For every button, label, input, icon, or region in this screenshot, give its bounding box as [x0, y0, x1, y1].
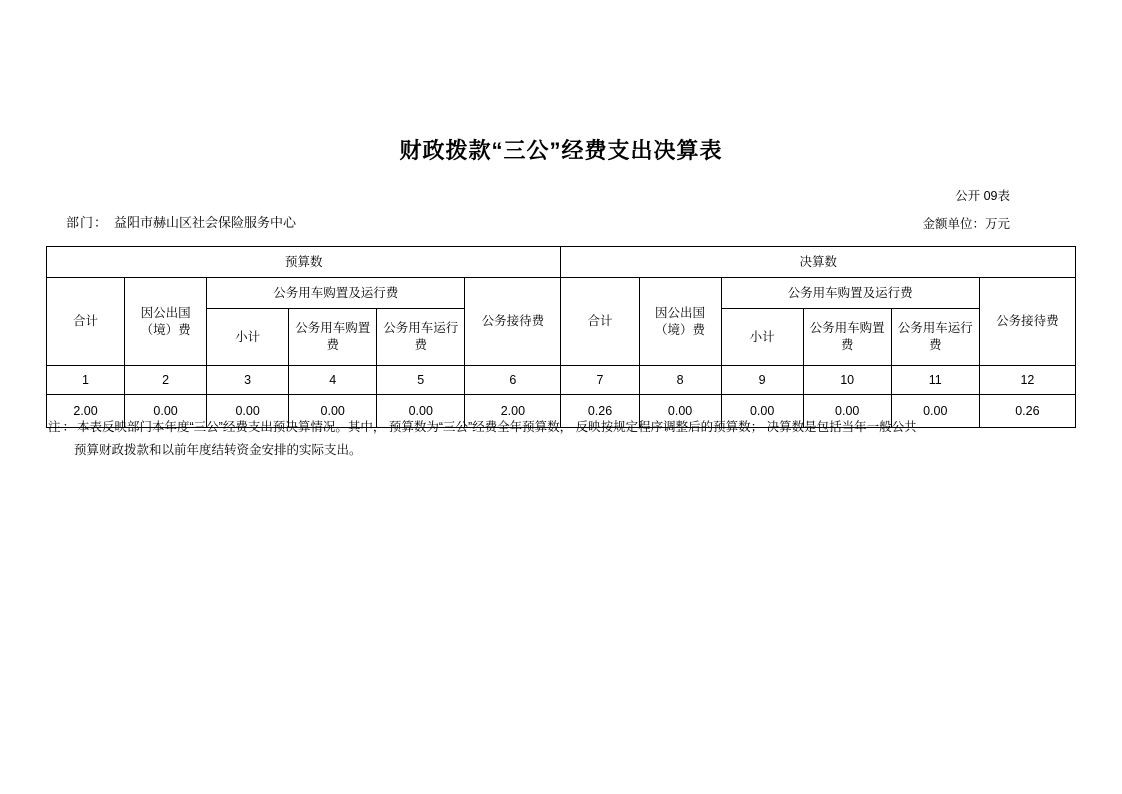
header-budget-reception: 公务接待费 — [465, 278, 561, 366]
column-number-4: 4 — [289, 366, 377, 395]
form-code: 公开 09表 — [955, 189, 1010, 203]
header-final-reception: 公务接待费 — [979, 278, 1075, 366]
table-row-group-header — [47, 247, 1076, 278]
column-number-10: 10 — [803, 366, 891, 395]
header-budget-vehicle-subtotal: 小计 — [207, 309, 289, 366]
header-budget-abroad: 因公出国（境）费 — [125, 278, 207, 366]
group-header-final: 决算数 — [561, 247, 1076, 278]
value-budget-reception: 2.00 — [465, 395, 561, 428]
column-number-6: 6 — [465, 366, 561, 395]
value-final-abroad: 0.00 — [639, 395, 721, 428]
group-header-budget: 预算数 — [47, 247, 561, 278]
department-value: 益阳市赫山区社会保险服务中心 — [114, 215, 297, 230]
header-budget-vehicle-group: 公务用车购置及运行费 — [207, 278, 465, 309]
note-line-1: 本表反映部门本年度“三公”经费支出预决算情况。其中， 预算数为“三公”经费全年预算数， 反映按规定程序调整后的预算数； 决算数是包括当年一般公共 — [77, 420, 917, 434]
column-number-12: 12 — [979, 366, 1075, 395]
value-budget-vehicle-purchase: 0.00 — [289, 395, 377, 428]
column-number-5: 5 — [377, 366, 465, 395]
department-line — [66, 212, 296, 231]
header-budget-vehicle-purchase: 公务用车购置费 — [289, 309, 377, 366]
value-final-vehicle-purchase: 0.00 — [803, 395, 891, 428]
header-final-vehicle-subtotal: 小计 — [721, 309, 803, 366]
column-number-1: 1 — [47, 366, 125, 395]
value-budget-abroad: 0.00 — [125, 395, 207, 428]
column-number-7: 7 — [561, 366, 639, 395]
value-final-total: 0.26 — [561, 395, 639, 428]
table-row-column-numbers — [47, 366, 1076, 395]
header-final-vehicle-group: 公务用车购置及运行费 — [721, 278, 979, 309]
note-label: 注： — [48, 420, 78, 434]
value-budget-total: 2.00 — [47, 395, 125, 428]
column-number-3: 3 — [207, 366, 289, 395]
value-final-vehicle-subtotal: 0.00 — [721, 395, 803, 428]
column-number-8: 8 — [639, 366, 721, 395]
table-row-subgroup-header — [47, 278, 1076, 309]
note-line-2: 预算财政拨款和以前年度结转资金安排的实际支出。 — [74, 443, 362, 458]
value-final-reception: 0.26 — [979, 395, 1075, 428]
column-number-2: 2 — [125, 366, 207, 395]
table-note — [48, 416, 1078, 462]
three-public-expenses-table — [46, 246, 1076, 428]
page-title: 财政拨款“三公”经费支出决算表 — [399, 138, 723, 163]
column-number-11: 11 — [891, 366, 979, 395]
value-final-vehicle-operation: 0.00 — [891, 395, 979, 428]
header-budget-total: 合计 — [47, 278, 125, 366]
department-label: 部门： — [66, 215, 109, 230]
header-final-total: 合计 — [561, 278, 639, 366]
amount-unit-label: 金额单位：万元 — [922, 217, 1010, 231]
value-budget-vehicle-operation: 0.00 — [377, 395, 465, 428]
header-final-abroad: 因公出国（境）费 — [639, 278, 721, 366]
header-final-vehicle-operation: 公务用车运行费 — [891, 309, 979, 366]
column-number-9: 9 — [721, 366, 803, 395]
header-final-vehicle-purchase: 公务用车购置费 — [803, 309, 891, 366]
value-budget-vehicle-subtotal: 0.00 — [207, 395, 289, 428]
header-budget-vehicle-operation: 公务用车运行费 — [377, 309, 465, 366]
